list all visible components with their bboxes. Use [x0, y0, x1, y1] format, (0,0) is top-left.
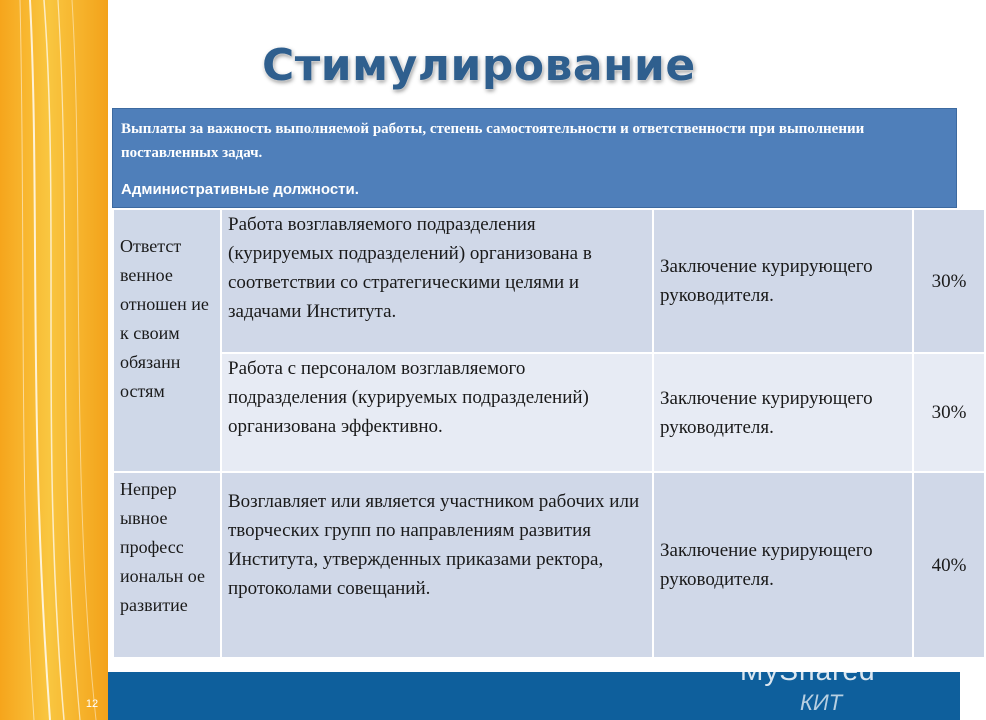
basis-cell [653, 209, 913, 353]
criterion-text: Работа с персоналом возглавляемого подразделения (курируемых подразделений) организована эффективно. [228, 358, 589, 437]
page-number: 12 [85, 698, 99, 710]
table-row [113, 209, 985, 353]
basis-text: Заключение курирующего руководителя. [660, 387, 873, 438]
watermark-text: КИТ [800, 690, 843, 715]
category-label: Непрер ывное професс иональн ое развитие [120, 479, 205, 615]
category-label: Ответст венное отношен ие к своим обязанн остям [120, 236, 209, 401]
percent-value: 30% [931, 270, 967, 292]
percent-cell [913, 209, 985, 353]
category-cell [113, 209, 221, 472]
incentive-table [112, 108, 967, 659]
watermark-logo: MyShared [740, 655, 876, 686]
table-row [113, 353, 985, 472]
basis-text: Заключение курирующего руководителя. [660, 540, 873, 590]
percent-value: 40% [931, 554, 967, 576]
header-subtitle: Административные должности. [121, 181, 359, 198]
criterion-text: Возглавляет или является участником рабочих или творческих групп по направлениям развития Института, утвержденных приказами ректора, протоколами совещаний. [228, 491, 640, 599]
criterion-cell [221, 353, 653, 472]
criterion-cell [221, 209, 653, 353]
decorative-left-band [0, 0, 108, 720]
table-header [112, 108, 957, 208]
slide-title: Стимулирование [262, 40, 696, 91]
category-cell [113, 472, 221, 658]
percent-value: 30% [931, 402, 967, 423]
decorative-curves [0, 0, 108, 720]
criterion-text: Работа возглавляемого подразделения (курируемых подразделений) организована в соответствии со стратегическими целями и задачами Института. [228, 214, 592, 322]
percent-cell [913, 353, 985, 472]
basis-text: Заключение курирующего руководителя. [660, 256, 873, 306]
basis-cell [653, 472, 913, 658]
criteria-table [112, 208, 986, 659]
percent-cell [913, 472, 985, 658]
header-description: Выплаты за важность выполняемой работы, степень самостоятельности и ответственности при выполнении поставленных задач. [121, 121, 865, 161]
basis-cell [653, 353, 913, 472]
criterion-cell [221, 472, 653, 658]
table-row [113, 472, 985, 658]
